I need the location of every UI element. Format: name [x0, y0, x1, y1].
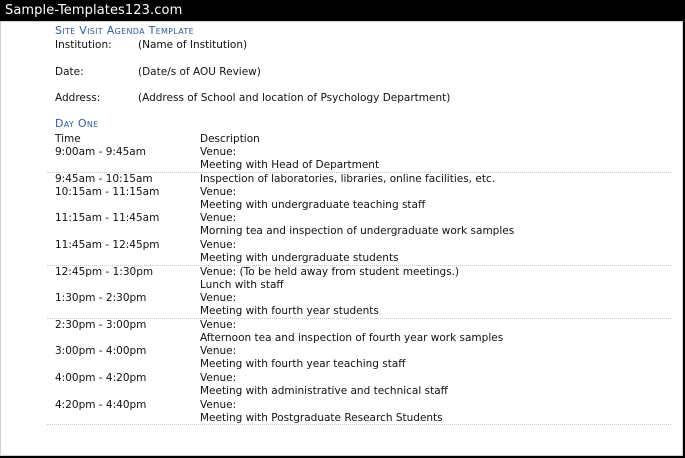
- agenda-row: [1, 266, 684, 293]
- venue-text: Venue:: [200, 146, 237, 158]
- time-slot: 9:45am - 10:15am: [55, 172, 153, 185]
- activity-text: Meeting with undergraduate students: [200, 252, 399, 265]
- agenda-row: [1, 173, 684, 186]
- institution-value: (Name of Institution): [138, 39, 248, 51]
- time-column-header: Time: [55, 133, 81, 145]
- address-value: (Address of School and location of Psychology Department): [138, 92, 451, 104]
- agenda-row: [1, 212, 684, 239]
- agenda-row: [1, 292, 684, 319]
- activity-text: Meeting with fourth year teaching staff: [200, 358, 406, 371]
- address-label: Address:: [55, 92, 101, 104]
- time-slot: 10:15am - 11:15am: [55, 185, 160, 198]
- time-slot: 9:00am - 9:45am: [55, 146, 146, 158]
- venue-text: Venue:: [200, 398, 237, 411]
- activity-text: Afternoon tea and inspection of fourth year work samples: [200, 331, 504, 344]
- agenda-schedule: [1, 146, 684, 425]
- activity-text: Lunch with staff: [200, 278, 284, 291]
- agenda-row: [1, 345, 684, 372]
- activity-text: Meeting with undergraduate teaching staff: [200, 198, 426, 211]
- time-slot: 2:30pm - 3:00pm: [55, 318, 147, 331]
- activity-text: Meeting with administrative and technical staff: [200, 385, 448, 398]
- time-slot: 3:00pm - 4:00pm: [55, 345, 147, 358]
- row-divider: [47, 424, 671, 425]
- time-slot: 11:15am - 11:45am: [55, 212, 160, 225]
- day-heading: Day One: [55, 117, 99, 130]
- agenda-row: [1, 146, 684, 173]
- description-column-header: Description: [200, 133, 260, 145]
- document-title: Site Visit Agenda Template: [55, 24, 194, 37]
- activity-text: Meeting with Postgraduate Research Students: [200, 411, 443, 424]
- time-slot: 4:20pm - 4:40pm: [55, 398, 147, 411]
- activity-text: Meeting with fourth year students: [200, 305, 379, 318]
- institution-label: Institution:: [55, 39, 112, 51]
- time-slot: 12:45pm - 1:30pm: [55, 265, 154, 278]
- venue-text: Venue: (To be held away from student meetings.): [200, 265, 460, 278]
- activity-text: Morning tea and inspection of undergraduate work samples: [200, 225, 515, 238]
- time-slot: 4:00pm - 4:20pm: [55, 372, 147, 385]
- venue-text: Venue:: [200, 239, 237, 252]
- venue-text: Venue:: [200, 372, 237, 385]
- activity-text: Inspection of laboratories, libraries, online facilities, etc.: [200, 172, 496, 185]
- agenda-row: [1, 372, 684, 399]
- agenda-row: [1, 239, 684, 266]
- venue-text: Venue:: [200, 212, 237, 225]
- agenda-row: [1, 319, 684, 346]
- activity-text: Meeting with Head of Department: [200, 159, 380, 171]
- agenda-row: [1, 399, 684, 426]
- site-watermark: Sample-Templates123.com: [5, 3, 183, 18]
- venue-text: Venue:: [200, 345, 237, 358]
- date-label: Date:: [55, 66, 84, 78]
- agenda-row: [1, 186, 684, 213]
- time-slot: 11:45am - 12:45pm: [55, 239, 160, 252]
- document-page: [0, 21, 683, 456]
- venue-text: Venue:: [200, 185, 237, 198]
- venue-text: Venue:: [200, 292, 237, 305]
- date-value: (Date/s of AOU Review): [138, 66, 261, 78]
- venue-text: Venue:: [200, 318, 237, 331]
- time-slot: 1:30pm - 2:30pm: [55, 292, 147, 305]
